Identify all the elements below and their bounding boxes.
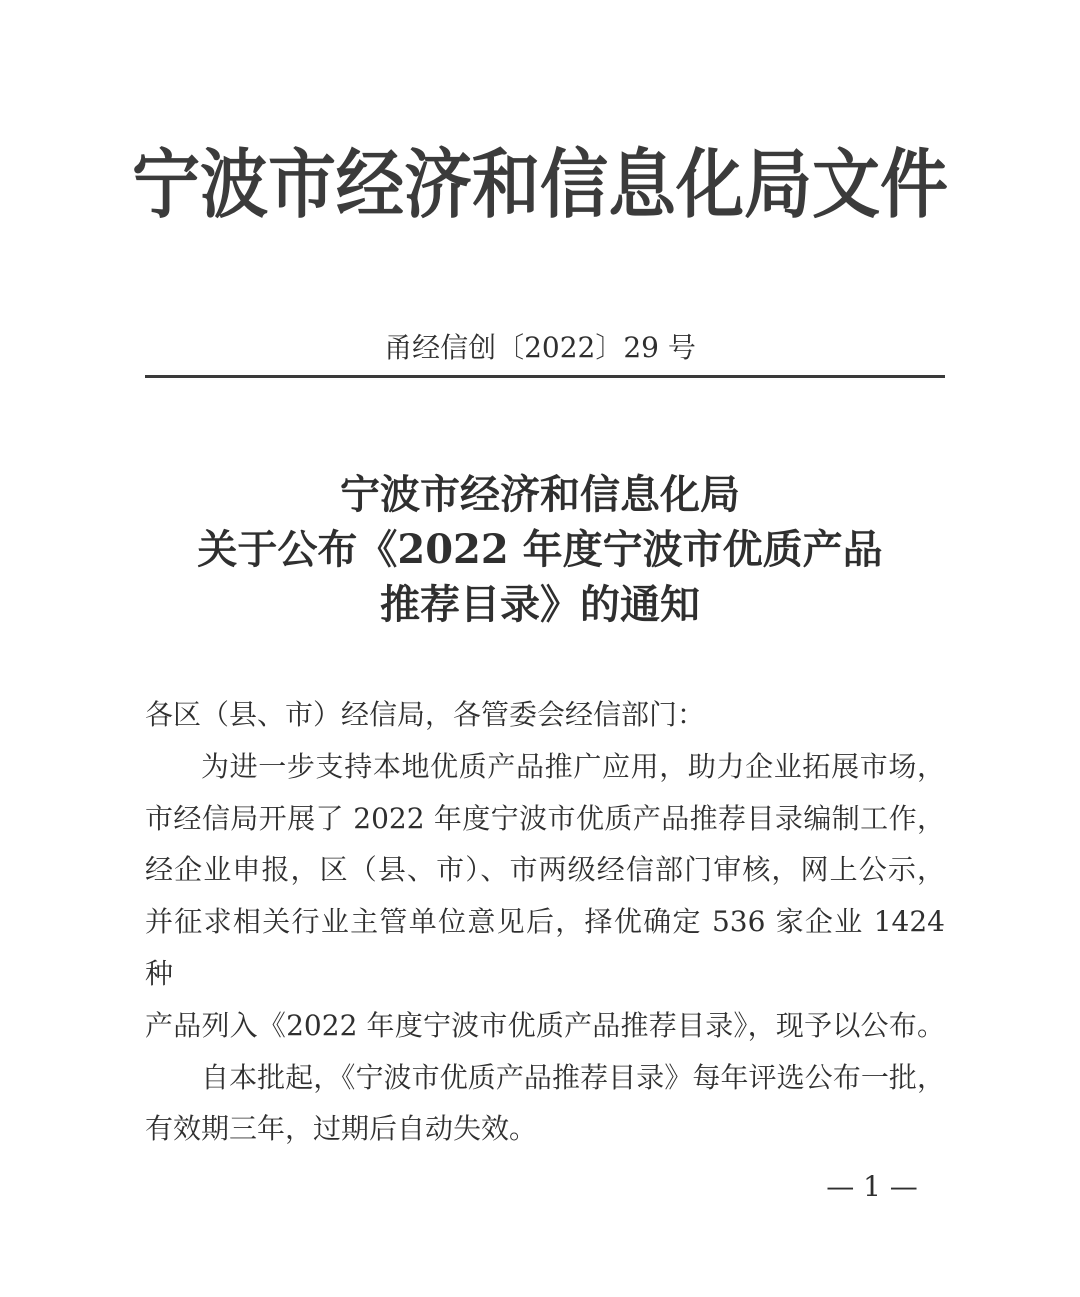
paragraph-line: 经企业申报，区（县、市）、市两级经信部门审核，网上公示，: [145, 853, 945, 887]
issuer-header-title: 宁波市经济和信息化局文件: [131, 141, 948, 229]
paragraph: [145, 1052, 945, 1156]
notice-title: [0, 467, 1080, 632]
notice-body: [145, 689, 945, 1155]
paragraph: [145, 741, 945, 1052]
paragraph-line: 为进一步支持本地优质产品推广应用，助力企业拓展市场，: [201, 749, 945, 783]
title-line: 关于公布《2022 年度宁波市优质产品: [197, 526, 883, 573]
paragraph-line: 有效期三年，过期后自动失效。: [145, 1112, 538, 1146]
title-line: 推荐目录》的通知: [380, 581, 700, 628]
title-line: 宁波市经济和信息化局: [340, 471, 740, 518]
header-divider-rule: [145, 375, 945, 378]
document-number: 甬经信创〔2022〕29 号: [384, 331, 696, 364]
salutation: 各区（县、市）经信局，各管委会经信部门：: [145, 698, 706, 731]
page-number: — 1 —: [826, 1170, 918, 1203]
paragraph-line: 市经信局开展了 2022 年度宁波市优质产品推荐目录编制工作，: [145, 801, 945, 835]
paragraph-line: 自本批起，《宁波市优质产品推荐目录》每年评选公布一批，: [201, 1060, 945, 1094]
paragraph-line: 产品列入《2022 年度宁波市优质产品推荐目录》，现予以公布。: [145, 1008, 945, 1042]
paragraph-line: 并征求相关行业主管单位意见后，择优确定 536 家企业 1424 种: [145, 905, 945, 990]
